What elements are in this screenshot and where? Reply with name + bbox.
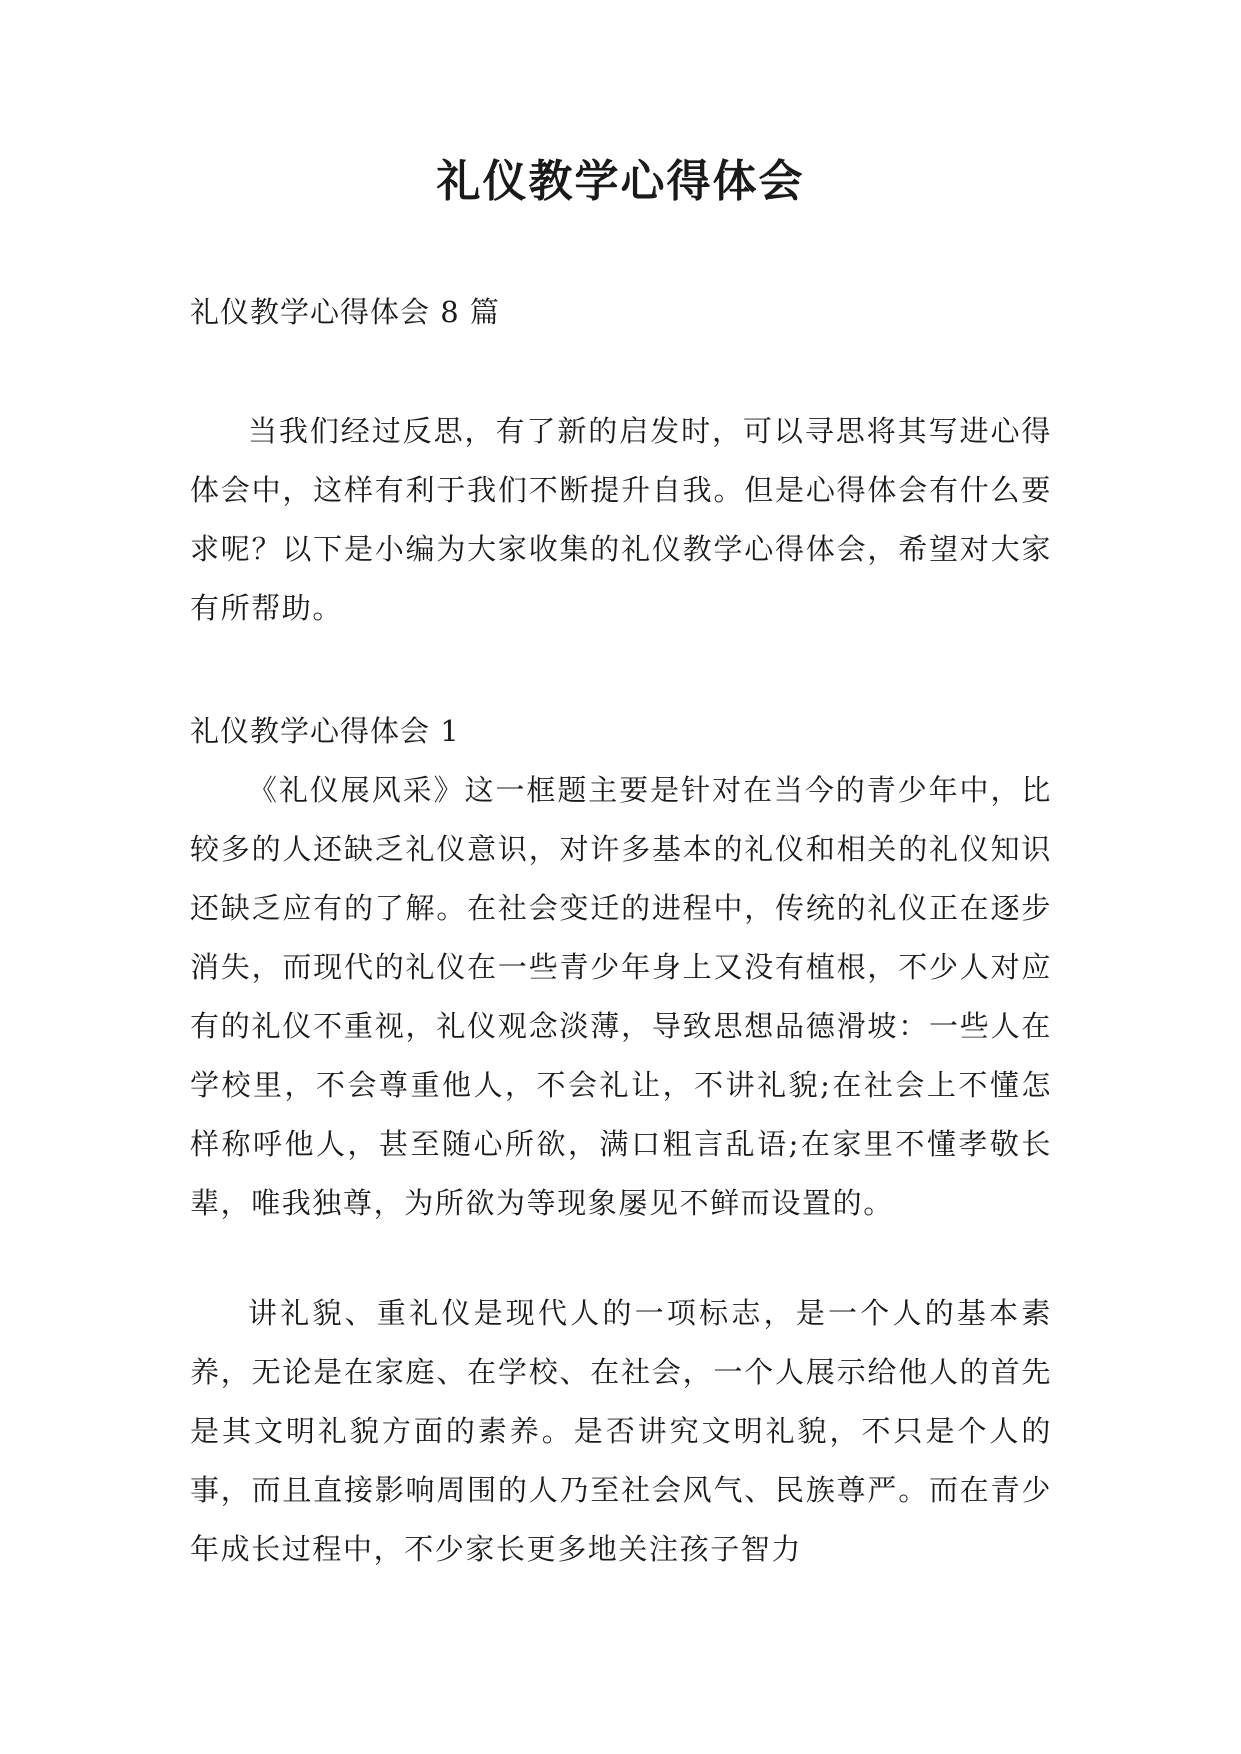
document-subtitle: 礼仪教学心得体会 8 篇 [190,295,500,329]
section-1-paragraph-2: 讲礼貌、重礼仪是现代人的一项标志，是一个人的基本素养，无论是在家庭、在学校、在社会，一个人展示给他人的首先是其文明礼貌方面的素养。是否讲究文明礼貌，不只是个人的事，而且直接影响周围的人乃至社会风气、民族尊严。而在青少年成长过程中，不少家长更多地关注孩子智力 [190,1296,1052,1566]
section-1-paragraph-1: 《礼仪展风采》这一框题主要是针对在当今的青少年中，比较多的人还缺乏礼仪意识，对许多基本的礼仪和相关的礼仪知识还缺乏应有的了解。在社会变迁的进程中，传统的礼仪正在逐步消失，而现代的礼仪在一些青少年身上又没有植根，不少人对应有的礼仪不重视，礼仪观念淡薄，导致思想品德滑坡：一些人在学校里，不会尊重他人，不会礼让，不讲礼貌;在社会上不懂怎样称呼他人，甚至随心所欲，满口粗言乱语;在家里不懂孝敬长辈，唯我独尊，为所欲为等现象屡见不鲜而设置的。 [190,773,1052,1220]
document-title: 礼仪教学心得体会 [436,156,805,207]
intro-paragraph: 当我们经过反思，有了新的启发时，可以寻思将其写进心得体会中，这样有利于我们不断提升自我。但是心得体会有什么要求呢？以下是小编为大家收集的礼仪教学心得体会，希望对大家有所帮助。 [190,414,1052,625]
section-heading-1: 礼仪教学心得体会 1 [190,714,460,748]
